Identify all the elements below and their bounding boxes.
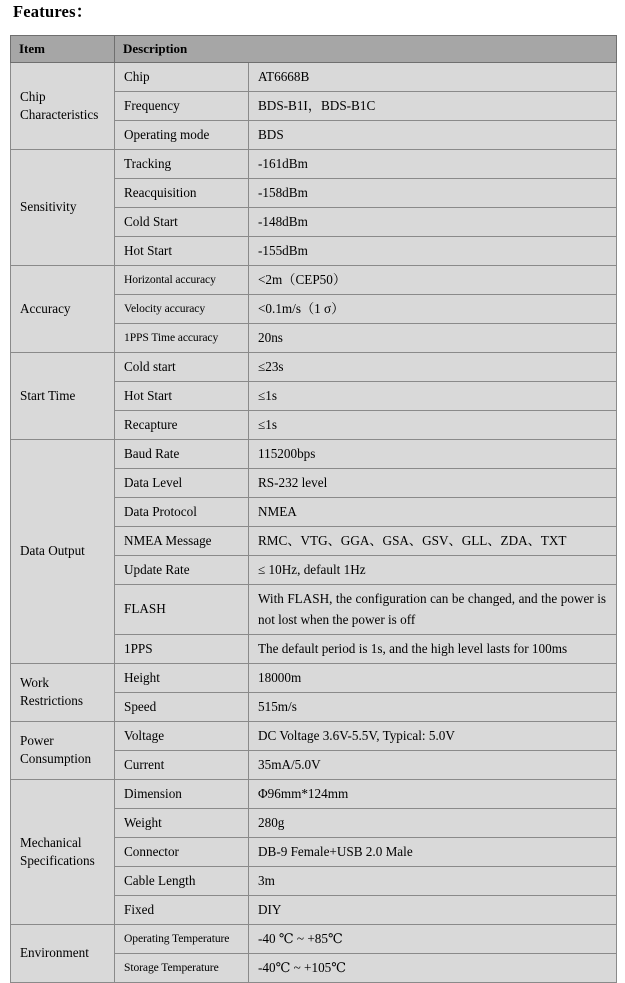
parameter-label: FLASH bbox=[115, 585, 249, 635]
table-row bbox=[11, 663, 617, 692]
parameter-label: Chip bbox=[115, 63, 249, 92]
parameter-value: DIY bbox=[249, 895, 617, 924]
parameter-label: Voltage bbox=[115, 721, 249, 750]
parameter-value: ≤1s bbox=[249, 382, 617, 411]
parameter-label: 1PPS Time accuracy bbox=[115, 324, 249, 353]
parameter-label: Tracking bbox=[115, 150, 249, 179]
parameter-value: -155dBm bbox=[249, 237, 617, 266]
group-label: Power Consumption bbox=[11, 721, 115, 779]
column-header-description: Description bbox=[115, 36, 617, 63]
table-header-row bbox=[11, 36, 617, 63]
column-header-item: Item bbox=[11, 36, 115, 63]
parameter-label: Horizontal accuracy bbox=[115, 266, 249, 295]
parameter-label: Current bbox=[115, 750, 249, 779]
parameter-value: ≤ 10Hz, default 1Hz bbox=[249, 556, 617, 585]
parameter-value: -158dBm bbox=[249, 179, 617, 208]
parameter-label: Height bbox=[115, 663, 249, 692]
group-label: Mechanical Specifications bbox=[11, 779, 115, 924]
parameter-label: Cold Start bbox=[115, 208, 249, 237]
parameter-value: BDS-B1I，BDS-B1C bbox=[249, 92, 617, 121]
group-label: Sensitivity bbox=[11, 150, 115, 266]
parameter-label: Baud Rate bbox=[115, 440, 249, 469]
parameter-value: With FLASH, the configuration can be changed, and the power is not lost when the power is off bbox=[249, 585, 617, 635]
table-row bbox=[11, 721, 617, 750]
parameter-label: Hot Start bbox=[115, 382, 249, 411]
parameter-label: Hot Start bbox=[115, 237, 249, 266]
group-label: Chip Characteristics bbox=[11, 63, 115, 150]
parameter-label: NMEA Message bbox=[115, 527, 249, 556]
parameter-value: -40℃ ~ +105℃ bbox=[249, 953, 617, 982]
table-row bbox=[11, 150, 617, 179]
parameter-label: 1PPS bbox=[115, 634, 249, 663]
specifications-table bbox=[10, 35, 617, 983]
parameter-value: BDS bbox=[249, 121, 617, 150]
table-row bbox=[11, 266, 617, 295]
parameter-value: DB-9 Female+USB 2.0 Male bbox=[249, 837, 617, 866]
parameter-label: Operating mode bbox=[115, 121, 249, 150]
parameter-label: Cold start bbox=[115, 353, 249, 382]
parameter-value: 18000m bbox=[249, 663, 617, 692]
parameter-value: 20ns bbox=[249, 324, 617, 353]
group-label: Start Time bbox=[11, 353, 115, 440]
group-label: Data Output bbox=[11, 440, 115, 664]
parameter-label: Data Level bbox=[115, 469, 249, 498]
parameter-value: The default period is 1s, and the high level lasts for 100ms bbox=[249, 634, 617, 663]
parameter-value: 115200bps bbox=[249, 440, 617, 469]
parameter-label: Speed bbox=[115, 692, 249, 721]
parameter-value: 280g bbox=[249, 808, 617, 837]
parameter-value: -161dBm bbox=[249, 150, 617, 179]
parameter-label: Cable Length bbox=[115, 866, 249, 895]
parameter-label: Velocity accuracy bbox=[115, 295, 249, 324]
parameter-label: Update Rate bbox=[115, 556, 249, 585]
group-label: Environment bbox=[11, 924, 115, 982]
parameter-label: Dimension bbox=[115, 779, 249, 808]
parameter-value: RMC、VTG、GGA、GSA、GSV、GLL、ZDA、TXT bbox=[249, 527, 617, 556]
table-body bbox=[11, 63, 617, 983]
parameter-value: ≤1s bbox=[249, 411, 617, 440]
parameter-label: Storage Temperature bbox=[115, 953, 249, 982]
parameter-label: Connector bbox=[115, 837, 249, 866]
parameter-value: -40 ℃ ~ +85℃ bbox=[249, 924, 617, 953]
parameter-label: Frequency bbox=[115, 92, 249, 121]
parameter-value: 35mA/5.0V bbox=[249, 750, 617, 779]
parameter-value: NMEA bbox=[249, 498, 617, 527]
parameter-label: Data Protocol bbox=[115, 498, 249, 527]
parameter-value: DC Voltage 3.6V-5.5V, Typical: 5.0V bbox=[249, 721, 617, 750]
parameter-value: 3m bbox=[249, 866, 617, 895]
parameter-value: 515m/s bbox=[249, 692, 617, 721]
parameter-value: Φ96mm*124mm bbox=[249, 779, 617, 808]
parameter-label: Recapture bbox=[115, 411, 249, 440]
page-title: Features： bbox=[13, 2, 93, 21]
parameter-value: RS-232 level bbox=[249, 469, 617, 498]
parameter-value: AT6668B bbox=[249, 63, 617, 92]
group-label: Accuracy bbox=[11, 266, 115, 353]
parameter-label: Weight bbox=[115, 808, 249, 837]
table-row bbox=[11, 353, 617, 382]
table-row bbox=[11, 440, 617, 469]
parameter-label: Reacquisition bbox=[115, 179, 249, 208]
parameter-value: -148dBm bbox=[249, 208, 617, 237]
parameter-value: ≤23s bbox=[249, 353, 617, 382]
table-header bbox=[11, 36, 617, 63]
parameter-value: <0.1m/s（1 σ） bbox=[249, 295, 617, 324]
parameter-label: Operating Temperature bbox=[115, 924, 249, 953]
table-row bbox=[11, 779, 617, 808]
group-label: Work Restrictions bbox=[11, 663, 115, 721]
parameter-label: Fixed bbox=[115, 895, 249, 924]
parameter-value: <2m（CEP50） bbox=[249, 266, 617, 295]
table-row bbox=[11, 63, 617, 92]
table-row bbox=[11, 924, 617, 953]
